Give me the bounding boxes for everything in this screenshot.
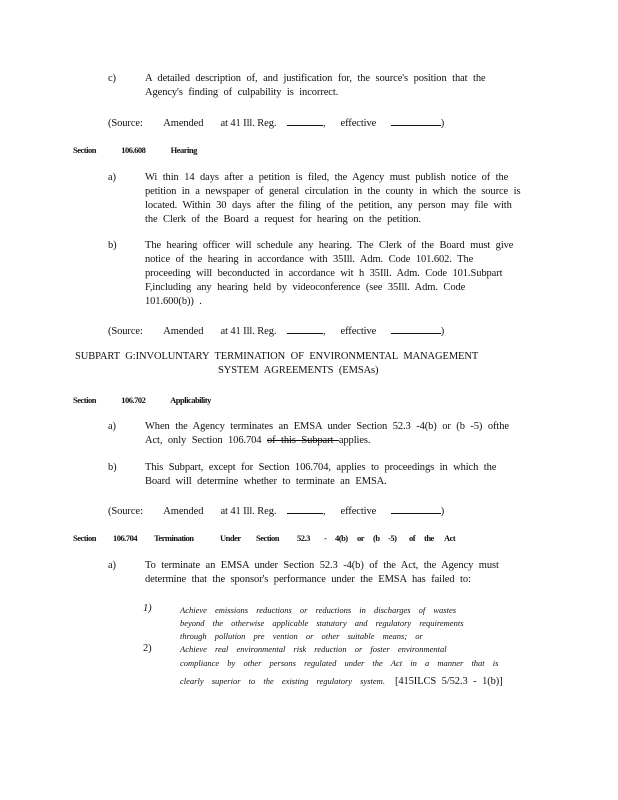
section-title-word: Act — [444, 533, 456, 543]
effective-blank — [391, 503, 441, 514]
item-a-line1: When the Agency terminates an EMSA under Section 52.3 -4(b) or (b -5) ofthe — [145, 421, 509, 432]
section-word: Section — [73, 145, 96, 155]
section-title-word: or — [357, 533, 365, 543]
section-number: 106.702 — [121, 395, 146, 405]
section-title-word: Under — [220, 533, 241, 543]
item-a-label: a) — [108, 421, 116, 432]
section-number: 106.704 — [113, 533, 138, 543]
item-a-line1: To terminate an EMSA under Section 52.3 -4(b) of the Act, the Agency must — [145, 560, 499, 571]
item-b-line1: This Subpart, except for Section 106.704, applies to proceedings in which the — [145, 462, 497, 473]
effective-blank — [391, 115, 441, 126]
item-c-line2: Agency's finding of culpability is incorrect. — [145, 87, 339, 98]
subitem-1-line: through pollution pre vention or other suitable means; or — [180, 631, 423, 641]
item-a-label: a) — [108, 560, 116, 571]
subitem-2-line: compliance by other persons regulated under the Act in a manner that is — [180, 658, 499, 668]
section-title: Hearing — [170, 145, 197, 155]
reg-blank — [287, 323, 323, 334]
section-title-word: the — [424, 533, 434, 543]
source-label: (Source: — [108, 118, 143, 129]
section-title-word: (b — [373, 533, 380, 543]
section-word: Section — [73, 395, 96, 405]
subpart-heading-line2: SYSTEM AGREEMENTS (EMSAs) — [218, 365, 379, 376]
item-b-line: notice of the hearing in accordance with 35Ill. Adm. Code 101.602. The — [145, 254, 474, 265]
section-heading-106-608 — [73, 145, 197, 155]
source-reg: at 41 Ill. Reg. — [220, 326, 277, 337]
item-a-text-end: applies. — [338, 435, 371, 446]
section-title-word: 52.3 — [297, 533, 310, 543]
source-reg: at 41 Ill. Reg. — [220, 506, 277, 517]
source-label: (Source: — [108, 506, 143, 517]
item-a-line: located. Within 30 days after the filing of the petition, any person may file with — [145, 200, 512, 211]
source-label: (Source: — [108, 326, 143, 337]
item-b-label: b) — [108, 462, 117, 473]
source-end: ) — [440, 326, 445, 337]
section-title-word: of — [409, 533, 416, 543]
item-a-label: a) — [108, 172, 116, 183]
item-b-line: proceeding will beconducted in accordance wit h 35Ill. Adm. Code 101.Subpart — [145, 268, 503, 279]
source-amended: Amended — [163, 326, 204, 337]
source-end: ) — [440, 506, 445, 517]
item-b-line: 101.600(b)) . — [145, 296, 202, 307]
section-title: Applicability — [170, 395, 211, 405]
source-effective: effective — [340, 506, 377, 517]
subitem-2-last-line — [180, 671, 503, 689]
source-reg: at 41 Ill. Reg. — [220, 118, 277, 129]
source-note-1: (Source: Amended at 41 Ill. Reg. , effective ) — [108, 115, 444, 131]
subitem-2-label: 2) — [143, 643, 152, 654]
reg-blank — [287, 503, 323, 514]
statute-citation: [415ILCS 5/52.3 - 1(b)] — [394, 676, 503, 687]
section-number: 106.608 — [121, 145, 146, 155]
item-a-line: Wi thin 14 days after a petition is filed, the Agency must publish notice of the — [145, 172, 509, 183]
source-effective: effective — [340, 326, 377, 337]
item-b-label: b) — [108, 240, 117, 251]
subitem-1-line: beyond the otherwise applicable statutory and regulatory requirements — [180, 618, 464, 628]
source-amended: Amended — [163, 506, 204, 517]
subitem-1-label: 1) — [143, 603, 152, 614]
source-end: ) — [440, 118, 445, 129]
item-b-line: The hearing officer will schedule any hearing. The Clerk of the Board must give — [145, 240, 514, 251]
item-b-line: F,including any hearing held by videoconference (see 35Ill. Adm. Code — [145, 282, 466, 293]
source-note-2: (Source: Amended at 41 Ill. Reg. , effective ) — [108, 323, 444, 339]
item-a-line: the Clerk of the Board a request for hearing on the petition. — [145, 214, 421, 225]
section-heading-106-702 — [73, 395, 211, 405]
source-amended: Amended — [163, 118, 204, 129]
item-c-line1: A detailed description of, and justification for, the source's position that the — [145, 73, 486, 84]
item-b-line2: Board will determine whether to terminate an EMSA. — [145, 476, 387, 487]
item-a-line: petition in a newspaper of general circulation in the county in which the source is — [145, 186, 521, 197]
item-c-label: c) — [108, 73, 116, 84]
subitem-2-line: Achieve real environmental risk reduction or foster environmental — [180, 644, 447, 654]
struck-text: of this Subpart — [266, 435, 339, 446]
reg-blank — [287, 115, 323, 126]
source-note-3: (Source: Amended at 41 Ill. Reg. , effective ) — [108, 503, 444, 519]
item-a-text: Act, only Section 106.704 — [145, 435, 267, 446]
section-heading-106-704 — [73, 533, 473, 545]
section-title-word: 4(b) — [335, 533, 348, 543]
source-effective: effective — [340, 118, 377, 129]
section-title-word: - — [324, 533, 327, 543]
section-title-word: -5) — [388, 533, 397, 543]
subpart-heading-line1: SUBPART G:INVOLUNTARY TERMINATION OF ENVIRONMENTAL MANAGEMENT — [75, 351, 479, 362]
section-title-word: Termination — [154, 533, 194, 543]
item-a-line2 — [145, 434, 370, 448]
subitem-2-text: clearly superior to the existing regulatory system. — [180, 676, 385, 686]
section-word: Section — [73, 533, 96, 543]
item-a-line2: determine that the sponsor's performance under the EMSA has failed to: — [145, 574, 471, 585]
effective-blank — [391, 323, 441, 334]
section-title-word: Section — [256, 533, 279, 543]
subitem-1-line: Achieve emissions reductions or reductions in discharges of wastes — [180, 605, 457, 615]
